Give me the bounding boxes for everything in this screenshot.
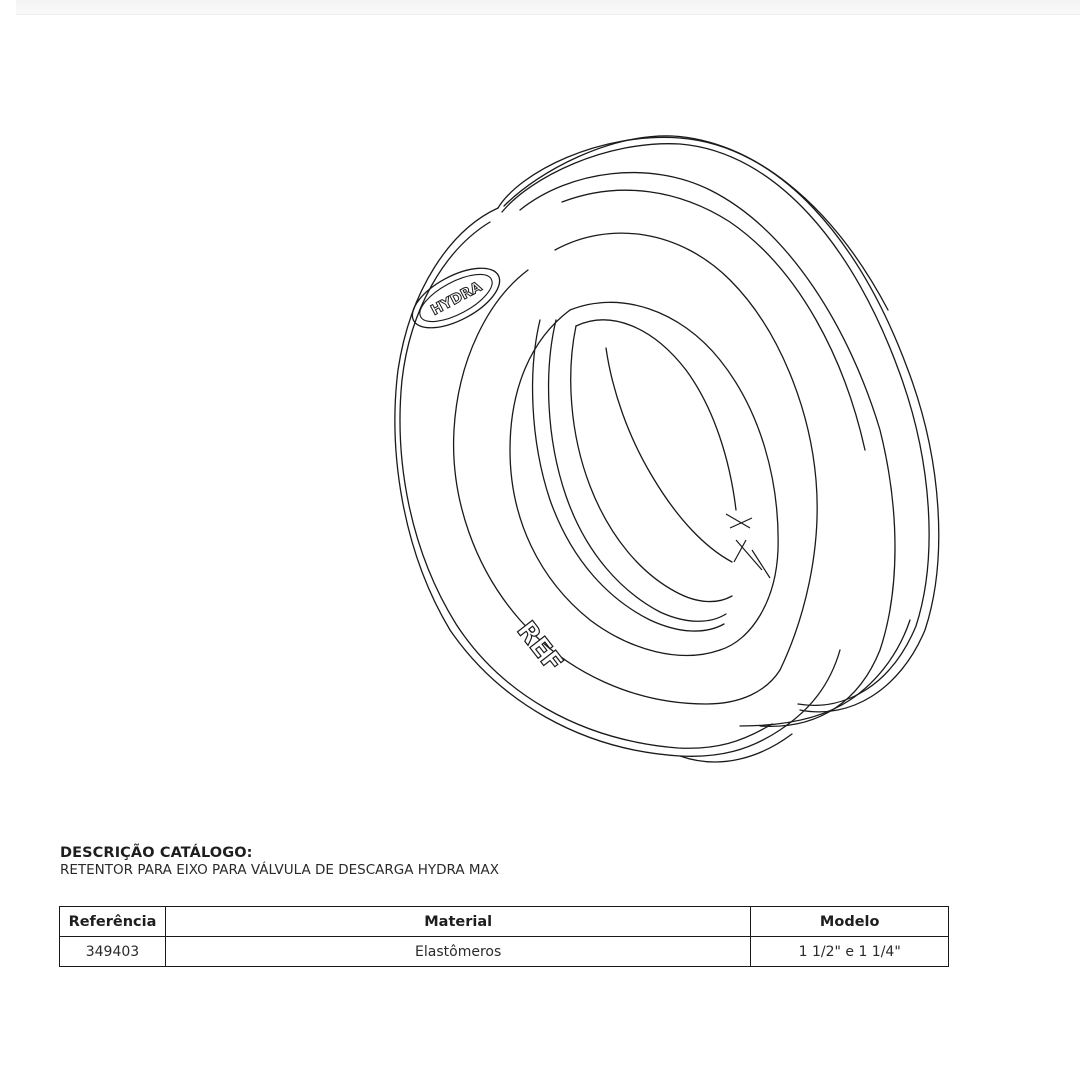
inner-bore-shadow-line — [606, 348, 732, 562]
retentor-ring-drawing — [380, 130, 950, 770]
ref-mark-text: REF — [510, 615, 569, 679]
spec-table — [59, 906, 949, 967]
inner-bore-outer-edge-right — [570, 302, 778, 650]
header-model: Modelo — [751, 907, 949, 937]
logo-text: HYDRA — [428, 278, 485, 319]
table-header-row — [60, 907, 949, 937]
front-step-ring-right — [555, 233, 817, 670]
catalog-heading: DESCRIÇÃO CATÁLOGO: — [60, 845, 253, 861]
header-material: Material — [165, 907, 750, 937]
page-top-band — [16, 0, 1080, 15]
catalog-description-text: RETENTOR PARA EIXO PARA VÁLVULA DE DESCARGA HYDRA MAX — [60, 862, 500, 878]
inner-bore-ring-3 — [571, 326, 732, 602]
front-step-ring — [454, 270, 780, 704]
catalog-description — [60, 844, 499, 879]
cell-reference: 349403 — [60, 937, 166, 967]
cell-model: 1 1/2" e 1 1/4" — [751, 937, 949, 967]
outer-back-rim-line — [498, 137, 939, 711]
side-mark — [726, 514, 770, 578]
ref-mark — [510, 616, 568, 678]
header-reference: Referência — [60, 907, 166, 937]
product-drawing — [380, 130, 950, 770]
cell-material: Elastômeros — [165, 937, 750, 967]
rear-band-line — [520, 173, 895, 727]
logo-oval — [403, 256, 508, 340]
inner-bore-ring-2 — [549, 320, 726, 621]
inner-bore-ring-1 — [533, 320, 724, 631]
table-row — [60, 937, 949, 967]
outer-back-rim-line-3 — [504, 136, 888, 310]
inner-bore-outer-edge — [510, 310, 720, 655]
